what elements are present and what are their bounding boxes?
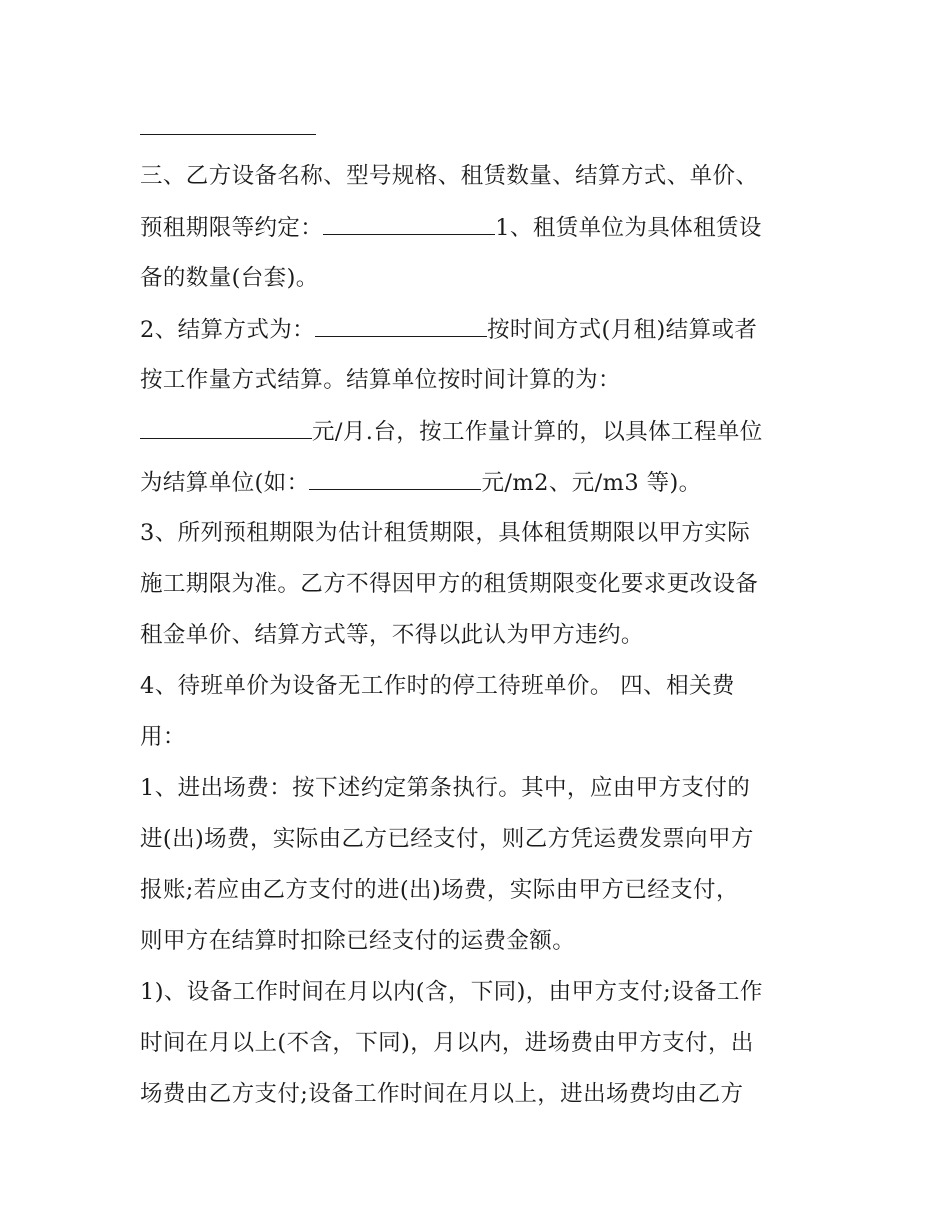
paragraph-line: 场费由乙方支付;设备工作时间在月以上，进出场费均由乙方 [140, 1081, 744, 1107]
paragraph-line: 三、乙方设备名称、型号规格、租赁数量、结算方式、单价、 [140, 163, 759, 189]
paragraph-line: 1)、设备工作时间在月以内(含，下同)，由甲方支付;设备工作 [140, 979, 763, 1005]
paragraph-line: 预租期限等约定： 1、租赁单位为具体租赁设 [140, 212, 762, 243]
paragraph-line: 3、所列预租期限为估计租赁期限，具体租赁期限以甲方实际 [140, 520, 751, 546]
fill-in-blank [323, 212, 495, 235]
fill-in-blank [140, 416, 312, 439]
paragraph-line: 报账;若应由乙方支付的进(出)场费，实际由甲方已经支付， [140, 877, 739, 903]
paragraph-line: 1、进出场费：按下述约定第条执行。其中，应由甲方支付的 [140, 775, 751, 801]
fill-in-blank [309, 467, 481, 490]
paragraph-line: 则甲方在结算时扣除已经支付的运费金额。 [140, 928, 576, 954]
paragraph-line: 施工期限为准。乙方不得因甲方的租赁期限变化要求更改设备 [140, 571, 759, 597]
fill-in-blank [315, 314, 487, 337]
paragraph-line: 按工作量方式结算。结算单位按时间计算的为： [140, 367, 621, 393]
paragraph-line: 进(出)场费，实际由乙方已经支付，则乙方凭运费发票向甲方 [140, 826, 754, 852]
paragraph-line: 2、结算方式为： 按时间方式(月租)结算或者 [140, 314, 757, 345]
paragraph-line: 备的数量(台套)。 [140, 265, 319, 291]
fill-in-blank-line [140, 134, 316, 135]
paragraph-line: 4、待班单价为设备无工作时的停工待班单价。 四、相关费 [140, 673, 735, 699]
paragraph-line: 租金单价、结算方式等，不得以此认为甲方违约。 [140, 622, 644, 648]
paragraph-line: 用： [140, 724, 186, 750]
paragraph-line: 为结算单位(如： 元/m2、元/m3 等)。 [140, 467, 702, 498]
paragraph-line: 元/月.台，按工作量计算的，以具体工程单位 [140, 416, 763, 447]
paragraph-line: 时间在月以上(不含，下同)，月以内，进场费由甲方支付，出 [140, 1030, 754, 1056]
